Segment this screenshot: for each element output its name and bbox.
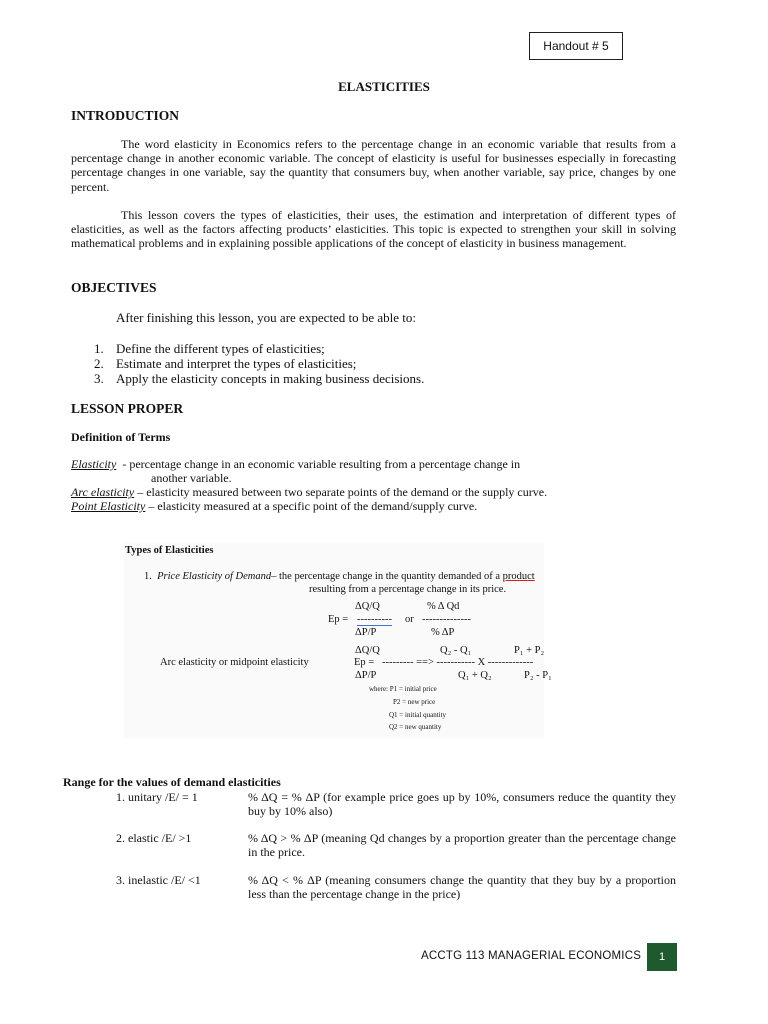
footer-course: ACCTG 113 MANAGERIAL ECONOMICS xyxy=(421,950,642,962)
objectives-heading: OBJECTIVES xyxy=(71,280,157,295)
list-number: 2. xyxy=(94,356,104,371)
list-item xyxy=(94,341,424,356)
range-item-text: % ΔQ = % ΔP (for example price goes up by 10%, consumers reduce the quantity they buy by 10% also) xyxy=(248,790,676,818)
formula1-fraction-bar-2: -------------- xyxy=(422,614,471,625)
list-text: Estimate and interpret the types of elasticities; xyxy=(116,356,357,371)
definitions-list xyxy=(71,457,691,513)
figure-item-number: 1. xyxy=(144,571,152,582)
figure-item-term: Price Elasticity of Demand xyxy=(157,571,272,582)
page-title: ELASTICITIES xyxy=(338,79,430,94)
list-text: Apply the elasticity concepts in making business decisions. xyxy=(116,371,425,386)
range-item-label: 2. elastic /E/ >1 xyxy=(116,831,192,845)
range-item-label: 3. inelastic /E/ <1 xyxy=(116,873,201,887)
formula2-denominator-a: ΔP/P xyxy=(355,670,377,681)
definition-text: – elasticity measured at a specific point of the demand/supply curve. xyxy=(148,499,478,513)
where-line: where: P1 = initial price xyxy=(369,685,437,693)
objectives-lead: After finishing this lesson, you are expected to be able to: xyxy=(116,310,417,325)
figure-item xyxy=(144,571,535,582)
introduction-heading: INTRODUCTION xyxy=(71,108,180,123)
definition-term: Elasticity xyxy=(71,457,117,471)
definition-term: Arc elasticity xyxy=(71,485,135,499)
list-item xyxy=(94,371,424,386)
definition-item xyxy=(71,485,691,499)
definition-heading: Definition of Terms xyxy=(71,430,171,444)
where-line: Q2 = new quantity xyxy=(389,723,442,731)
figure-item-word: product xyxy=(502,571,535,582)
formula1-denominator-a: ΔP/P xyxy=(355,627,377,638)
arc-elasticity-label: Arc elasticity or midpoint elasticity xyxy=(160,657,309,668)
formula2-denominator-c: P₂ - P₁ xyxy=(524,670,552,681)
figure-heading: Types of Elasticities xyxy=(125,545,214,556)
intro-paragraph-2: This lesson covers the types of elasticities, their uses, the estimation and interpretation of different types of elasticities, as well as the factors affecting products’ elasticities. This topic is expected to strengthen your skill in solving mathematical problems and in explaining possible applications of the concept of elasticity in business management. xyxy=(71,208,676,251)
formula2-numerator-b: Q₂ - Q₁ xyxy=(440,645,472,656)
intro-paragraph-1: The word elasticity in Economics refers to the percentage change in an economic variable that results from a percentage change in another economic variable. The concept of elasticity is useful for businesses especially in forecasting percentage changes in one variable, say the quantity that consumers buy, when another variable, say price, changes by one percent. xyxy=(71,137,676,194)
formula2-numerator-c: P₁ + P₂ xyxy=(514,645,545,656)
formula2-ep: Ep = xyxy=(354,657,375,668)
list-number: 3. xyxy=(94,371,104,386)
definition-term: Point Elasticity xyxy=(71,499,146,513)
handout-number: Handout # 5 xyxy=(529,32,623,60)
definition-item xyxy=(71,499,691,513)
formula1-or: or xyxy=(405,614,414,625)
range-heading: Range for the values of demand elasticities xyxy=(63,775,281,789)
page-number: 1 xyxy=(647,943,677,971)
formula1-denominator-b: % ΔP xyxy=(431,627,455,638)
lesson-proper-heading: LESSON PROPER xyxy=(71,401,184,416)
definition-item xyxy=(71,457,691,471)
range-item-text: % ΔQ > % ΔP (meaning Qd changes by a proportion greater than the percentage change in the price. xyxy=(248,831,676,859)
range-item-text: % ΔQ < % ΔP (meaning consumers change the quantity that they buy by a proportion less than the percentage change in the price) xyxy=(248,873,676,901)
list-text: Define the different types of elasticities; xyxy=(116,341,325,356)
formula1-ep: Ep = xyxy=(328,614,349,625)
formula1-numerator-b: % Δ Qd xyxy=(427,601,460,612)
where-line: P2 = new price xyxy=(393,698,436,706)
formula2-denominator-b: Q₁ + Q₂ xyxy=(458,670,492,681)
objectives-list xyxy=(94,341,424,386)
range-item-label: 1. unitary /E/ = 1 xyxy=(116,790,198,804)
list-item xyxy=(94,356,424,371)
definition-text: - percentage change in an economic variable resulting from a percentage change in xyxy=(122,457,521,471)
definition-text: – elasticity measured between two separate points of the demand or the supply curve. xyxy=(137,485,548,499)
formula2-numerator-a: ΔQ/Q xyxy=(355,645,380,656)
formula2-fraction-bars: --------- ==> ----------- X ------------- xyxy=(382,657,534,668)
elasticity-formula-figure xyxy=(124,543,552,738)
figure-item-text: – the percentage change in the quantity demanded of a xyxy=(271,571,503,582)
figure-item-continuation: resulting from a percentage change in its price. xyxy=(309,584,507,595)
list-number: 1. xyxy=(94,341,104,356)
formula1-fraction-bar: ---------- xyxy=(357,614,392,625)
formula1-numerator-a: ΔQ/Q xyxy=(355,601,380,612)
definition-continuation: another variable. xyxy=(151,471,232,485)
where-line: Q1 = initial quantity xyxy=(389,711,447,719)
